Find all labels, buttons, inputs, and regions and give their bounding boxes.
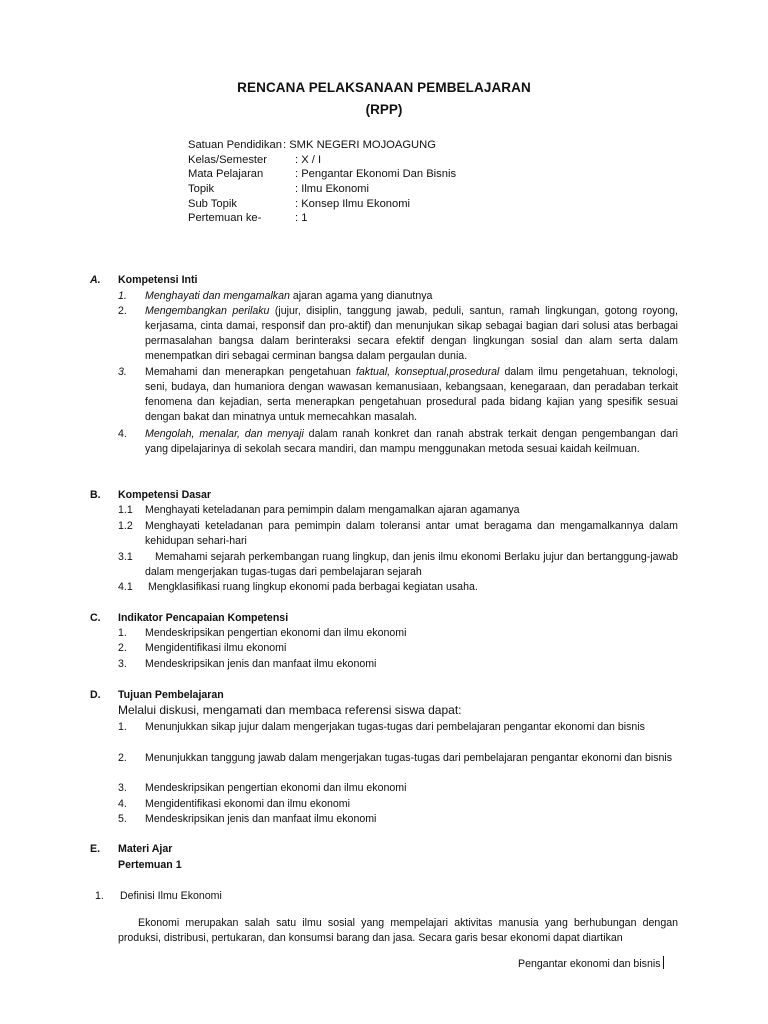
document-title: RENCANA PELAKSANAAN PEMBELAJARAN [237,80,531,95]
section-d-lead: Melalui diskusi, mengamati dan membaca referensi siswa dapat: [118,703,462,717]
definition-paragraph: Ekonomi merupakan salah satu ilmu sosial yang mempelajari aktivitas manusia yang berhubungan dengan produksi, distribusi, pertukaran, dan konsumsi barang dan jasa. Secara garis besar ekonomi dapat diartikan [118,917,678,944]
section-e-subtitle: Pertemuan 1 [118,859,182,871]
document-subtitle: (RPP) [365,102,403,117]
page-footer: Pengantar ekonomi dan bisnis [518,956,664,972]
footer-divider [663,956,664,969]
document-page: RENCANA PELAKSANAAN PEMBELAJARAN (RPP) Satuan Pendidikan : SMK NEGERI MOJOAGUNG Kelas/Semester : X / I Mata Pelajaran : Pengantar Ekonomi Dan Bisnis Topik : Ilmu Ekonomi Sub Topik : Konsep Ilmu Ekonomi Pertemuan ke- : 1 A. Kompetensi Inti 1. Menghayati dan mengamalkan ajaran agama yang dianutnya 2. Mengembangkan perilaku (jujur, disiplin, tanggung jawab, peduli, santun, ramah lingkungan, gotong royong, kerjasama, cinta damai, responsif dan pro-aktif) dan menunjukan sikap sebagai bagian dari solusi atas berbagai permasalahan bangsa dalam berinteraksi secara efektif dengan lingkungan sosial dan alam serta dalam menempatkan diri sebagai cerminan bangsa dalam pergaulan dunia. 3. Memahami dan menerapkan pengetahuan faktual, konseptual,prosedural dalam ilmu pengetahuan, teknologi, seni, budaya, dan humaniora dengan wawasan kemanusiaan, kebangsaan, kenegaraan, dan peradaban terkait fenomena dan kejadian, serta menerapkan pengetahuan prosedural pada bidang kajian yang spesifik sesuai dengan bakat dan minatnya untuk memecahkan masalah. 4. Mengolah, menalar, dan menyaji dalam ranah konkret dan ranah abstrak terkait dengan pengembangan dari yang dipelajarinya di sekolah secara mandiri, dan mampu menggunakan metoda sesuai kaidah keilmuan. B. Kompetensi Dasar 1.1 Menghayati keteladanan para pemimpin dalam mengamalkan ajaran agamanya 1.2 Menghayati keteladanan para pemimpin dalam toleransi antar umat beragama dan mengamalkannya dalam kehidupan sehari-hari 3.1 Memahami sejarah perkembangan ruang lingkup, dan jenis ilmu ekonomi Berlaku jujur dan bertanggung-jawab dalam mengerjakan tugas-tugas dari pembelajaran sejarah 4.1 Mengklasifikasi ruang lingkup ekonomi pada berbagai kegiatan usaha. C. Indikator Pencapaian Kompetensi 1. Mendeskripsikan pengertian ekonomi dan ilmu ekonomi 2. Mengidentifikasi ilmu ekonomi 3. Mendeskripsikan jenis dan manfaat ilmu ekonomi D. Tujuan Pembelajaran Melalui diskusi, mengamati dan membaca referensi siswa dapat: 1. Menunjukkan sikap jujur dalam mengerjakan tugas-tugas dari pembelajaran pengantar ekonomi dan bisnis 2. Menunjukkan tanggung jawab dalam mengerjakan tugas-tugas dari pembelajaran pengantar ekonomi dan bisnis 3. Mendeskripsikan pengertian ekonomi dan ilmu ekonomi 4. Mengidentifikasi ekonomi dan ilmu ekonomi 5. Mendeskripsikan jenis dan manfaat ilmu ekonomi E. Materi Ajar Pertemuan 1 1. Definisi Ilmu Ekonomi Ekonomi merupakan salah satu ilmu sosial yang mempelajari aktivitas manusia yang berhubungan dengan produksi, distribusi, pertukaran, dan konsumsi barang dan jasa. Secara garis besar ekonomi dapat diartikan Pengantar ekonomi dan bisnis [0,0,768,1024]
